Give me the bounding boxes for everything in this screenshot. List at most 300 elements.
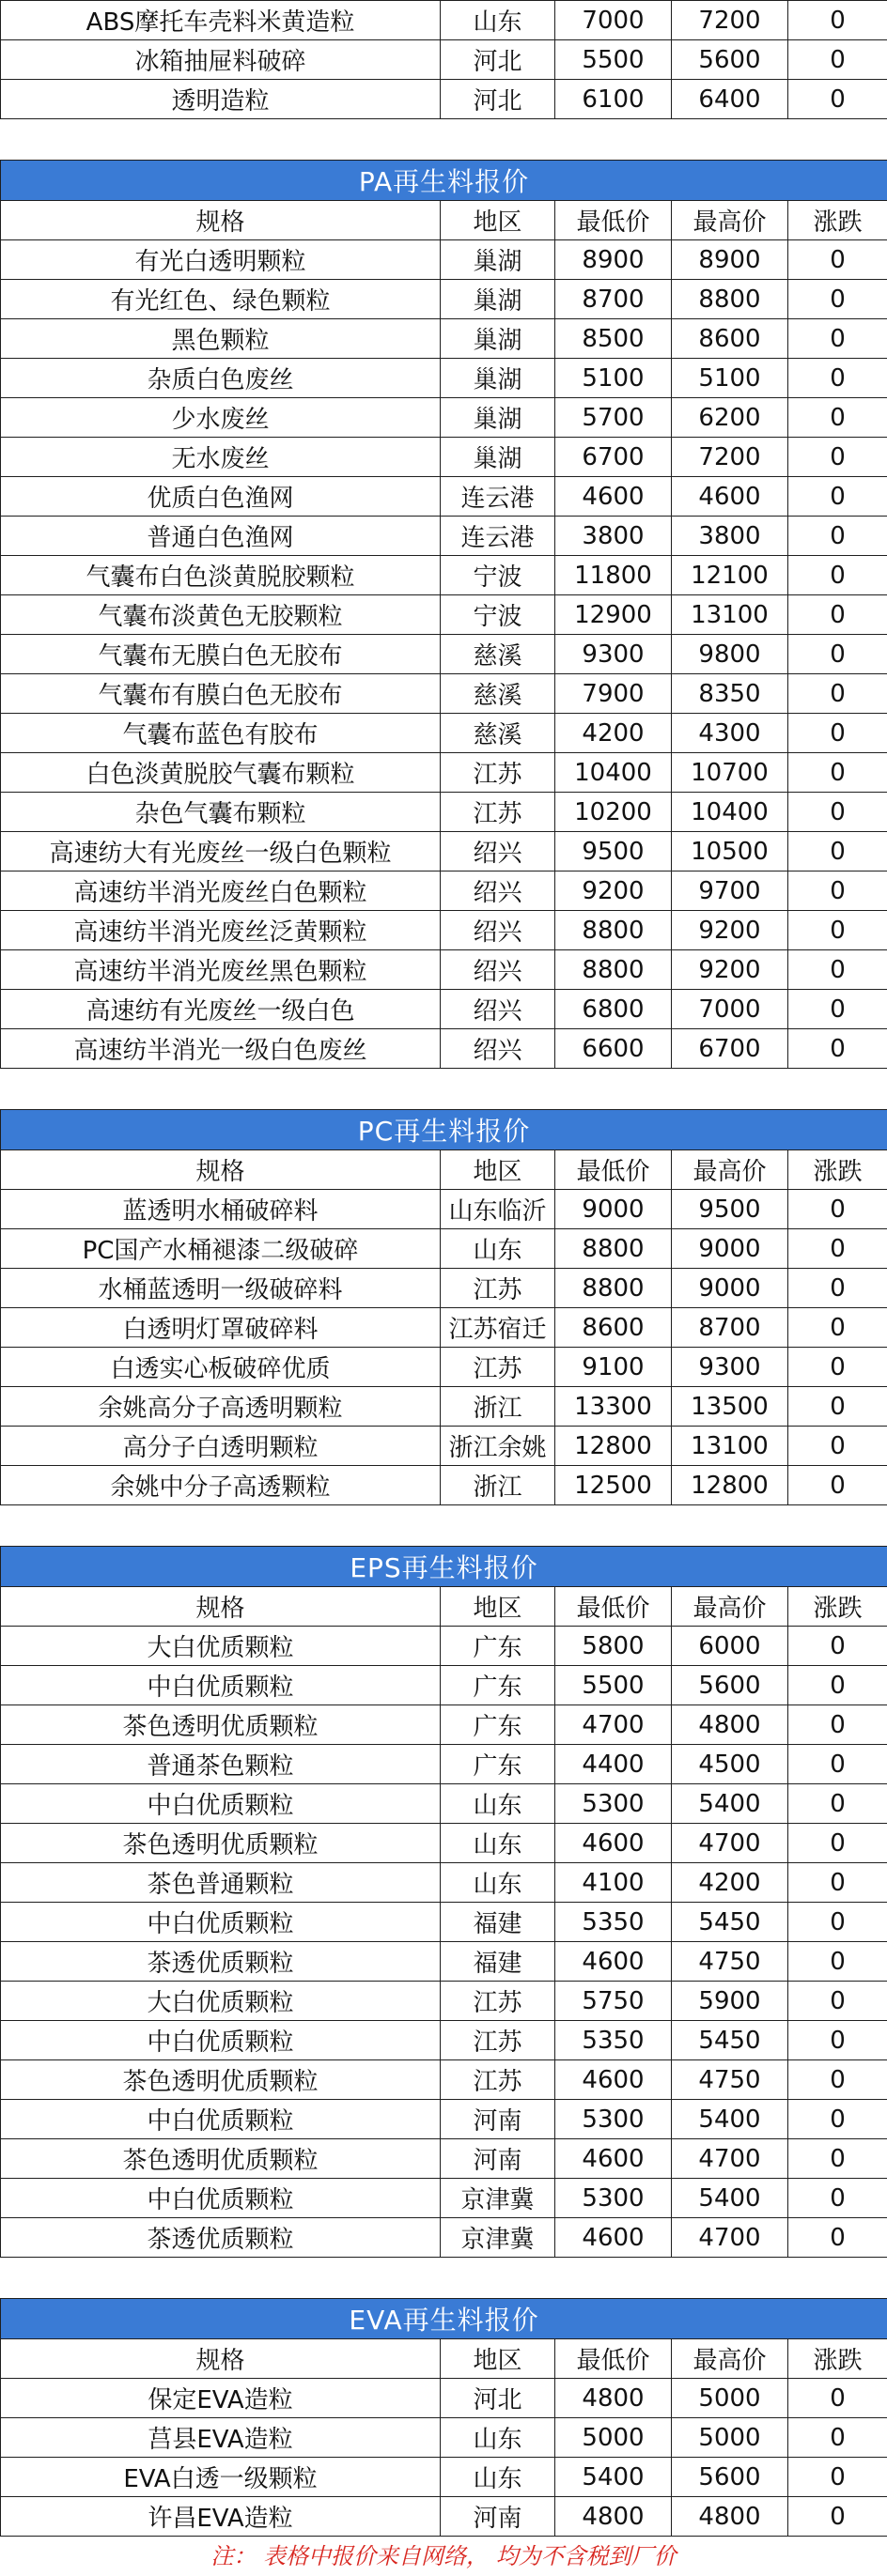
spec-cell: 气囊布淡黄色无胶颗粒 [1,595,441,635]
region-cell: 宁波 [441,556,555,595]
change-cell: 涨跌 [788,201,887,240]
region-cell: 浙江余姚 [441,1427,555,1466]
section-spacer [1,119,887,161]
change-cell: 0 [788,398,887,438]
min-price-cell: 9300 [555,635,672,674]
table-row [1,1387,887,1427]
region-cell: 江苏 [441,1348,555,1387]
max-price-cell: 6200 [672,398,788,438]
max-price-cell: 5600 [672,40,788,80]
change-cell: 0 [788,1427,887,1466]
max-price-cell: 6000 [672,1627,788,1666]
min-price-cell: 4600 [555,477,672,517]
region-cell: 巢湖 [441,398,555,438]
table-row [1,2218,887,2258]
table-row [1,1190,887,1229]
min-price-cell: 4600 [555,2218,672,2258]
min-price-cell: 8700 [555,280,672,319]
min-price-cell: 最低价 [555,1587,672,1627]
change-cell: 0 [788,2379,887,2418]
table-row [1,1427,887,1466]
spec-cell: 中白优质颗粒 [1,1666,441,1705]
spec-cell: 许昌EVA造粒 [1,2497,441,2537]
max-price-cell: 9200 [672,911,788,950]
spec-cell: PC国产水桶褪漆二级破碎 [1,1229,441,1269]
spec-cell: 白色淡黄脱胶气囊布颗粒 [1,753,441,793]
spec-cell: 水桶蓝透明一级破碎料 [1,1269,441,1308]
region-cell: 江苏宿迁 [441,1308,555,1348]
min-price-cell: 8800 [555,1269,672,1308]
change-cell: 0 [788,1,887,40]
change-cell: 0 [788,240,887,280]
region-cell: 巢湖 [441,438,555,477]
change-cell: 0 [788,1229,887,1269]
table-row [1,556,887,595]
region-cell: 绍兴 [441,872,555,911]
change-cell: 0 [788,1348,887,1387]
spec-cell: 茶色普通颗粒 [1,1863,441,1903]
region-cell: 浙江 [441,1387,555,1427]
min-price-cell: 4600 [555,1942,672,1982]
change-cell: 0 [788,2497,887,2537]
change-cell: 0 [788,2458,887,2497]
max-price-cell: 9800 [672,635,788,674]
table-row [1,517,887,556]
max-price-cell: 4500 [672,1745,788,1784]
max-price-cell: 13100 [672,1427,788,1466]
spec-cell: 蓝透明水桶破碎料 [1,1190,441,1229]
table-row [1,477,887,517]
max-price-cell: 5450 [672,1903,788,1942]
max-price-cell: 9700 [672,872,788,911]
region-cell: 广东 [441,1666,555,1705]
change-cell: 0 [788,753,887,793]
table-row [1,1942,887,1982]
max-price-cell: 最高价 [672,1587,788,1627]
max-price-cell: 7200 [672,1,788,40]
max-price-cell: 4750 [672,2060,788,2100]
spec-cell: 普通白色渔网 [1,517,441,556]
change-cell: 0 [788,438,887,477]
min-price-cell: 4400 [555,1745,672,1784]
max-price-cell: 10700 [672,753,788,793]
spec-cell: 优质白色渔网 [1,477,441,517]
spacer-cell [1,2258,887,2299]
section-title-row [1,161,887,201]
region-cell: 江苏 [441,2021,555,2060]
region-cell: 巢湖 [441,280,555,319]
max-price-cell: 10500 [672,832,788,872]
min-price-cell: 4600 [555,1824,672,1863]
change-cell: 0 [788,1190,887,1229]
change-cell: 0 [788,990,887,1029]
table-row [1,2418,887,2458]
max-price-cell: 4800 [672,1705,788,1745]
change-cell: 0 [788,2418,887,2458]
max-price-cell: 4700 [672,2139,788,2179]
max-price-cell: 13500 [672,1387,788,1427]
max-price-cell: 最高价 [672,2339,788,2379]
region-cell: 山东 [441,2458,555,2497]
spec-cell: 高速纺半消光废丝泛黄颗粒 [1,911,441,950]
change-cell: 0 [788,1666,887,1705]
change-cell: 0 [788,2139,887,2179]
min-price-cell: 4800 [555,2497,672,2537]
change-cell: 0 [788,1982,887,2021]
change-cell: 0 [788,714,887,753]
change-cell: 0 [788,950,887,990]
change-cell: 0 [788,1387,887,1427]
table-row [1,2458,887,2497]
spec-cell: 黑色颗粒 [1,319,441,359]
region-cell: 巢湖 [441,359,555,398]
change-cell: 0 [788,674,887,714]
change-cell: 0 [788,1745,887,1784]
change-cell: 0 [788,1784,887,1824]
min-price-cell: 9000 [555,1190,672,1229]
spec-cell: 气囊布有膜白色无胶布 [1,674,441,714]
spec-cell: 高速纺半消光废丝黑色颗粒 [1,950,441,990]
change-cell: 0 [788,517,887,556]
table-row [1,2379,887,2418]
section-title-row [1,1110,887,1150]
table-row [1,753,887,793]
min-price-cell: 5000 [555,2418,672,2458]
column-header-row [1,1587,887,1627]
min-price-cell: 5300 [555,2100,672,2139]
min-price-cell: 4700 [555,1705,672,1745]
spec-cell: 莒县EVA造粒 [1,2418,441,2458]
min-price-cell: 5100 [555,359,672,398]
max-price-cell: 8800 [672,280,788,319]
table-row [1,911,887,950]
max-price-cell: 4200 [672,1863,788,1903]
max-price-cell: 8700 [672,1308,788,1348]
table-row [1,1903,887,1942]
table-row [1,990,887,1029]
spec-cell: 余姚中分子高透颗粒 [1,1466,441,1505]
spec-cell: 杂质白色废丝 [1,359,441,398]
spec-cell: 茶透优质颗粒 [1,1942,441,1982]
region-cell: 河北 [441,80,555,119]
spec-cell: 规格 [1,1587,441,1627]
max-price-cell: 4750 [672,1942,788,1982]
region-cell: 山东 [441,1229,555,1269]
column-header-row [1,1150,887,1190]
section-title: EPS再生料报价 [1,1547,887,1587]
max-price-cell: 5000 [672,2379,788,2418]
max-price-cell: 5400 [672,1784,788,1824]
section-spacer [1,1505,887,1547]
max-price-cell: 5450 [672,2021,788,2060]
table-row [1,793,887,832]
table-row [1,1705,887,1745]
spec-cell: 气囊布无膜白色无胶布 [1,635,441,674]
table-row [1,2021,887,2060]
region-cell: 江苏 [441,1982,555,2021]
section-title: EVA再生料报价 [1,2299,887,2339]
min-price-cell: 4600 [555,2060,672,2100]
spec-cell: 规格 [1,1150,441,1190]
table-row [1,1308,887,1348]
max-price-cell: 4300 [672,714,788,753]
spec-cell: 有光红色、绿色颗粒 [1,280,441,319]
section-title: PA再生料报价 [1,161,887,201]
region-cell: 巢湖 [441,240,555,280]
change-cell: 0 [788,1903,887,1942]
table-row [1,2179,887,2218]
max-price-cell: 9000 [672,1229,788,1269]
min-price-cell: 8500 [555,319,672,359]
spec-cell: 高速纺半消光废丝白色颗粒 [1,872,441,911]
min-price-cell: 5500 [555,40,672,80]
table-row [1,398,887,438]
table-row [1,1784,887,1824]
change-cell: 0 [788,359,887,398]
spec-cell: 气囊布蓝色有胶布 [1,714,441,753]
change-cell: 0 [788,1863,887,1903]
table-row [1,595,887,635]
table-row [1,950,887,990]
max-price-cell: 最高价 [672,201,788,240]
min-price-cell: 9200 [555,872,672,911]
min-price-cell: 9500 [555,832,672,872]
change-cell: 0 [788,319,887,359]
spec-cell: ABS摩托车壳料米黄造粒 [1,1,441,40]
table-row [1,714,887,753]
change-cell: 0 [788,635,887,674]
min-price-cell: 6800 [555,990,672,1029]
section-title-row [1,1547,887,1587]
min-price-cell: 8600 [555,1308,672,1348]
change-cell: 0 [788,1627,887,1666]
spacer-cell [1,1505,887,1547]
column-header-row [1,2339,887,2379]
max-price-cell: 4700 [672,2218,788,2258]
min-price-cell: 12900 [555,595,672,635]
region-cell: 山东 [441,1863,555,1903]
max-price-cell: 7000 [672,990,788,1029]
change-cell: 0 [788,595,887,635]
min-price-cell: 5300 [555,1784,672,1824]
spec-cell: 透明造粒 [1,80,441,119]
region-cell: 江苏 [441,793,555,832]
min-price-cell: 8900 [555,240,672,280]
spacer-cell [1,119,887,161]
max-price-cell: 3800 [672,517,788,556]
region-cell: 山东 [441,1,555,40]
spec-cell: 气囊布白色淡黄脱胶颗粒 [1,556,441,595]
region-cell: 京津冀 [441,2218,555,2258]
max-price-cell: 5900 [672,1982,788,2021]
region-cell: 宁波 [441,595,555,635]
region-cell: 江苏 [441,1269,555,1308]
table-row [1,438,887,477]
min-price-cell: 4800 [555,2379,672,2418]
region-cell: 巢湖 [441,319,555,359]
region-cell: 江苏 [441,2060,555,2100]
change-cell: 0 [788,2021,887,2060]
table-row [1,2100,887,2139]
min-price-cell: 8800 [555,950,672,990]
table-row [1,40,887,80]
region-cell: 广东 [441,1745,555,1784]
max-price-cell: 8350 [672,674,788,714]
region-cell: 绍兴 [441,950,555,990]
spec-cell: 茶色透明优质颗粒 [1,2060,441,2100]
table-row [1,1348,887,1387]
min-price-cell: 5400 [555,2458,672,2497]
min-price-cell: 13300 [555,1387,672,1427]
table-row [1,832,887,872]
spec-cell: 有光白透明颗粒 [1,240,441,280]
price-table-body [1,1,887,2537]
table-row [1,1666,887,1705]
max-price-cell: 7200 [672,438,788,477]
table-row [1,319,887,359]
region-cell: 连云港 [441,477,555,517]
section-spacer [1,2258,887,2299]
max-price-cell: 9300 [672,1348,788,1387]
spec-cell: 高速纺半消光一级白色废丝 [1,1029,441,1069]
column-header-row [1,201,887,240]
min-price-cell: 6600 [555,1029,672,1069]
table-row [1,872,887,911]
spec-cell: 茶色透明优质颗粒 [1,1705,441,1745]
table-row [1,1269,887,1308]
spec-cell: 中白优质颗粒 [1,1784,441,1824]
max-price-cell: 10400 [672,793,788,832]
change-cell: 0 [788,2179,887,2218]
table-row [1,1745,887,1784]
region-cell: 慈溪 [441,714,555,753]
change-cell: 0 [788,1942,887,1982]
max-price-cell: 9000 [672,1269,788,1308]
max-price-cell: 5600 [672,1666,788,1705]
region-cell: 山东 [441,1824,555,1863]
region-cell: 山东临沂 [441,1190,555,1229]
region-cell: 地区 [441,2339,555,2379]
spec-cell: 白透实心板破碎优质 [1,1348,441,1387]
change-cell: 涨跌 [788,2339,887,2379]
min-price-cell: 12800 [555,1427,672,1466]
spec-cell: 规格 [1,201,441,240]
table-row [1,1824,887,1863]
change-cell: 涨跌 [788,1587,887,1627]
change-cell: 0 [788,280,887,319]
min-price-cell: 最低价 [555,2339,672,2379]
spec-cell: 普通茶色颗粒 [1,1745,441,1784]
region-cell: 河南 [441,2497,555,2537]
region-cell: 广东 [441,1627,555,1666]
spec-cell: 大白优质颗粒 [1,1982,441,2021]
table-row [1,2139,887,2179]
max-price-cell: 6400 [672,80,788,119]
change-cell: 0 [788,1705,887,1745]
region-cell: 绍兴 [441,911,555,950]
min-price-cell: 11800 [555,556,672,595]
region-cell: 福建 [441,1903,555,1942]
region-cell: 浙江 [441,1466,555,1505]
min-price-cell: 6700 [555,438,672,477]
spec-cell: 高速纺大有光废丝一级白色颗粒 [1,832,441,872]
spec-cell: 冰箱抽屉料破碎 [1,40,441,80]
spec-cell: 少水废丝 [1,398,441,438]
min-price-cell: 7900 [555,674,672,714]
change-cell: 0 [788,2218,887,2258]
spec-cell: 茶色透明优质颗粒 [1,1824,441,1863]
spacer-cell [1,1069,887,1110]
min-price-cell: 最低价 [555,1150,672,1190]
spec-cell: 茶透优质颗粒 [1,2218,441,2258]
spec-cell: 规格 [1,2339,441,2379]
spec-cell: 杂色气囊布颗粒 [1,793,441,832]
change-cell: 0 [788,2060,887,2100]
table-row [1,635,887,674]
region-cell: 绍兴 [441,832,555,872]
spec-cell: 大白优质颗粒 [1,1627,441,1666]
min-price-cell: 4600 [555,2139,672,2179]
table-row [1,280,887,319]
min-price-cell: 4100 [555,1863,672,1903]
change-cell: 0 [788,872,887,911]
table-row [1,80,887,119]
spec-cell: 高分子白透明颗粒 [1,1427,441,1466]
region-cell: 江苏 [441,753,555,793]
change-cell: 0 [788,80,887,119]
change-cell: 0 [788,1824,887,1863]
region-cell: 山东 [441,2418,555,2458]
change-cell: 0 [788,793,887,832]
max-price-cell: 9500 [672,1190,788,1229]
region-cell: 绍兴 [441,1029,555,1069]
table-row [1,1863,887,1903]
min-price-cell: 10400 [555,753,672,793]
section-title: PC再生料报价 [1,1110,887,1150]
min-price-cell: 4200 [555,714,672,753]
change-cell: 涨跌 [788,1150,887,1190]
spec-cell: 中白优质颗粒 [1,2100,441,2139]
table-row [1,1982,887,2021]
region-cell: 绍兴 [441,990,555,1029]
min-price-cell: 9100 [555,1348,672,1387]
region-cell: 地区 [441,201,555,240]
change-cell: 0 [788,40,887,80]
table-row [1,1627,887,1666]
spec-cell: 白透明灯罩破碎料 [1,1308,441,1348]
table-row [1,240,887,280]
spec-cell: 高速纺有光废丝一级白色 [1,990,441,1029]
max-price-cell: 5100 [672,359,788,398]
table-row [1,1466,887,1505]
change-cell: 0 [788,1269,887,1308]
region-cell: 河北 [441,40,555,80]
max-price-cell: 4800 [672,2497,788,2537]
max-price-cell: 5000 [672,2418,788,2458]
region-cell: 慈溪 [441,674,555,714]
change-cell: 0 [788,1029,887,1069]
region-cell: 广东 [441,1705,555,1745]
max-price-cell: 8900 [672,240,788,280]
min-price-cell: 最低价 [555,201,672,240]
change-cell: 0 [788,1308,887,1348]
min-price-cell: 5750 [555,1982,672,2021]
min-price-cell: 3800 [555,517,672,556]
change-cell: 0 [788,2100,887,2139]
min-price-cell: 8800 [555,911,672,950]
table-row [1,1029,887,1069]
table-row [1,2060,887,2100]
